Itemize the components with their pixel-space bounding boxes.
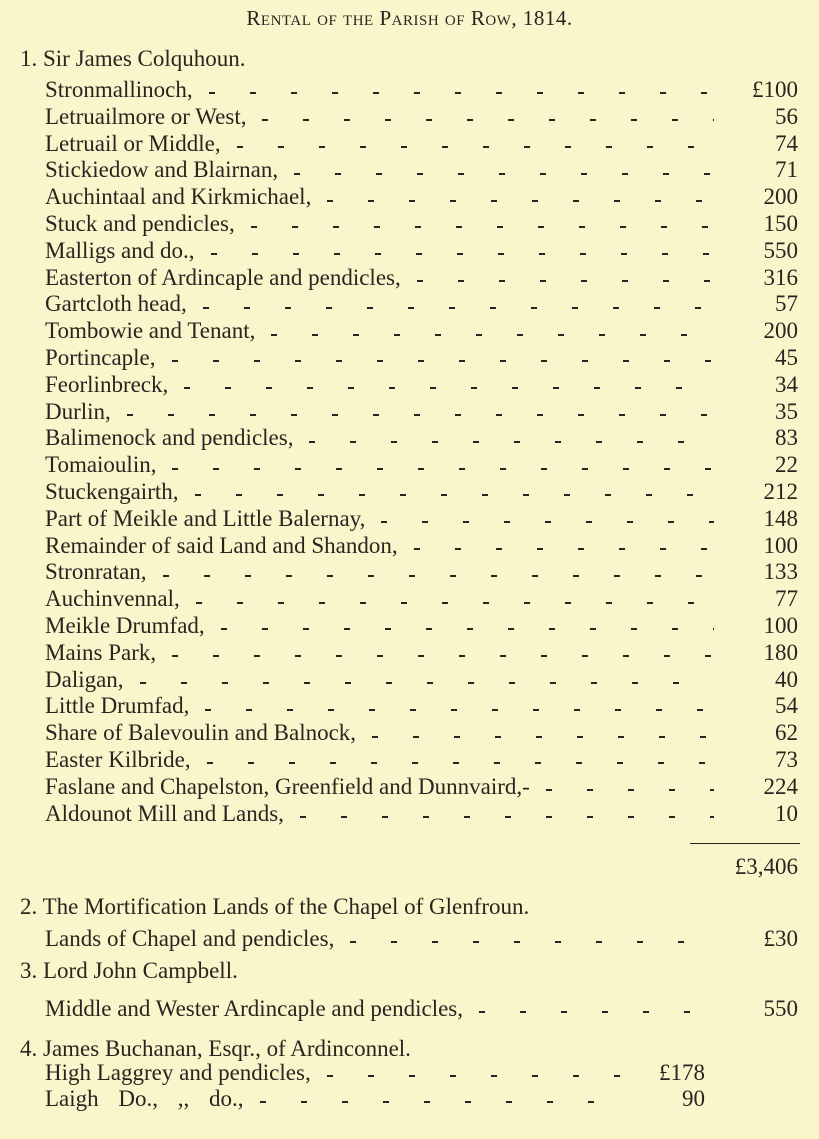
rental-row [45,613,798,640]
leader-dashes [163,575,714,577]
property-name: Daligan, [45,666,124,692]
property-name: Stuckengairth, [45,478,179,504]
rental-row [45,157,798,184]
rental-row [45,345,798,372]
leader-dashes [195,494,715,496]
rent-amount: 550 [763,237,798,263]
leader-dashes [184,387,714,389]
leader-dashes [209,92,714,94]
rent-amount: 212 [763,478,798,504]
rent-amount: 200 [763,318,798,344]
rent-amount: 62 [775,720,798,746]
rent-amount: 90 [682,1086,705,1111]
rental-row [45,774,798,801]
rental-row [45,77,798,104]
rental-row [45,640,798,667]
rental-row [45,265,798,292]
property-name: Gartcloth head, [45,291,187,317]
rental-row [45,667,798,694]
rental-row [45,996,798,1022]
property-name: High Laggrey and pendicles, [45,1060,311,1085]
leader-dashes [203,307,714,309]
rent-amount: 45 [775,344,798,370]
leader-dashes [271,334,714,336]
rent-amount: 100 [763,532,798,558]
section-heading: 2. The Mortification Lands of the Chapel of Glenfroun. [20,894,530,919]
rent-amount: 100 [763,612,798,638]
rental-row [45,291,798,318]
rental-row [45,131,798,158]
rent-amount: 133 [763,559,798,585]
rental-row [45,479,798,506]
rental-row [45,318,798,345]
rental-row [45,452,798,479]
property-name: Share of Balevoulin and Balnock, [45,720,357,746]
rent-amount: 180 [763,639,798,665]
rent-amount: 57 [775,291,798,317]
rent-amount: 74 [775,130,798,156]
rent-amount: 148 [763,505,798,531]
rental-row [45,372,798,399]
leader-dashes [140,682,714,684]
rental-row [45,559,798,586]
property-name: Balimenock and pendicles, [45,425,294,451]
leader-dashes [262,119,714,121]
rental-row [45,586,798,613]
property-name: Remainder of said Land and Shandon, [45,532,398,558]
rent-amount: 83 [775,425,798,451]
rental-row [45,399,798,426]
rental-row [45,533,798,560]
leader-dashes [546,789,714,791]
property-name: Meikle Drumfad, [45,612,205,638]
leader-dashes [260,1101,621,1103]
property-name: Feorlinbreck, [45,371,169,397]
leader-dashes [309,441,714,443]
total-rule [690,843,800,844]
property-name: Laigh Do., ,, do., [45,1086,244,1111]
property-name: Tombowie and Tenant, [45,318,256,344]
section-heading: 3. Lord John Campbell. [20,958,238,983]
rent-amount: 40 [775,666,798,692]
rent-amount: £100 [752,77,798,102]
leader-dashes [237,146,714,148]
property-name: Stuck and pendicles, [45,210,235,236]
leader-dashes [196,602,714,604]
property-name: Auchinvennal, [45,586,180,612]
leader-dashes [172,360,715,362]
property-name: Malligs and do., [45,237,195,263]
rent-amount: 77 [775,586,798,612]
rental-row [45,211,798,238]
property-name: Little Drumfad, [45,693,190,719]
leader-dashes [211,253,715,255]
leader-dashes [417,280,714,282]
rental-row [45,1086,705,1112]
property-name: Letruail or Middle, [45,130,221,156]
section-total: £3,406 [734,854,798,879]
property-name: Part of Meikle and Little Balernay, [45,505,366,531]
rent-amount: 10 [775,800,798,826]
property-name: Stronratan, [45,559,147,585]
leader-dashes [221,628,714,630]
rental-row [45,720,798,747]
rental-row [45,425,798,452]
rent-amount: 22 [775,452,798,478]
leader-dashes [350,941,714,943]
property-name: Stickiedow and Blairnan, [45,157,279,183]
section-heading: 4. James Buchanan, Esqr., of Ardinconnel. [20,1036,411,1061]
rent-amount: 35 [775,398,798,424]
property-name: Portincaple, [45,344,156,370]
property-name: Easterton of Ardincaple and pendicles, [45,264,401,290]
leader-dashes [127,414,714,416]
section-heading: 1. Sir James Colquhoun. [20,46,246,71]
rent-amount: 224 [763,773,798,799]
property-name: Middle and Wester Ardincaple and pendicles, [45,996,463,1021]
rent-amount: 73 [775,746,798,772]
leader-dashes [205,709,714,711]
rental-row [45,104,798,131]
rent-amount: 56 [775,103,798,129]
leader-dashes [479,1011,714,1013]
property-name: Easter Kilbride, [45,746,191,772]
rental-row [45,747,798,774]
rent-amount: £30 [763,926,798,951]
rental-list [45,77,798,827]
rental-row [45,184,798,211]
leader-dashes [372,736,714,738]
leader-dashes [300,816,714,818]
leader-dashes [414,548,714,550]
leader-dashes [327,1075,621,1077]
rent-amount: 54 [775,693,798,719]
leader-dashes [172,655,714,657]
rental-row [45,926,798,952]
rent-amount: 150 [763,210,798,236]
leader-dashes [172,468,714,470]
property-name: Auchintaal and Kirkmichael, [45,184,312,210]
rental-row [45,506,798,533]
property-name: Aldounot Mill and Lands, [45,800,284,826]
rent-amount: 550 [763,996,798,1021]
rental-row [45,801,798,828]
leader-dashes [327,200,714,202]
leader-dashes [294,173,714,175]
rent-amount: 316 [763,264,798,290]
leader-dashes [381,521,714,523]
property-name: Lands of Chapel and pendicles, [45,926,335,951]
rental-row [45,1060,705,1086]
rent-amount: 71 [775,157,798,183]
property-name: Mains Park, [45,639,157,665]
rental-row [45,693,798,720]
page-title: Rental of the Parish of Row, 1814. [246,6,573,30]
rent-amount: 200 [763,184,798,210]
rent-amount: £178 [659,1060,705,1085]
rental-row [45,238,798,265]
property-name: Letruailmore or West, [45,103,247,129]
leader-dashes [207,762,714,764]
property-name: Faslane and Chapelston, Greenfield and Dunnvaird,- [45,773,530,799]
leader-dashes [251,226,714,228]
property-name: Stronmallinoch, [45,77,193,102]
rent-amount: 34 [775,371,798,397]
property-name: Durlin, [45,398,111,424]
property-name: Tomaioulin, [45,452,157,478]
